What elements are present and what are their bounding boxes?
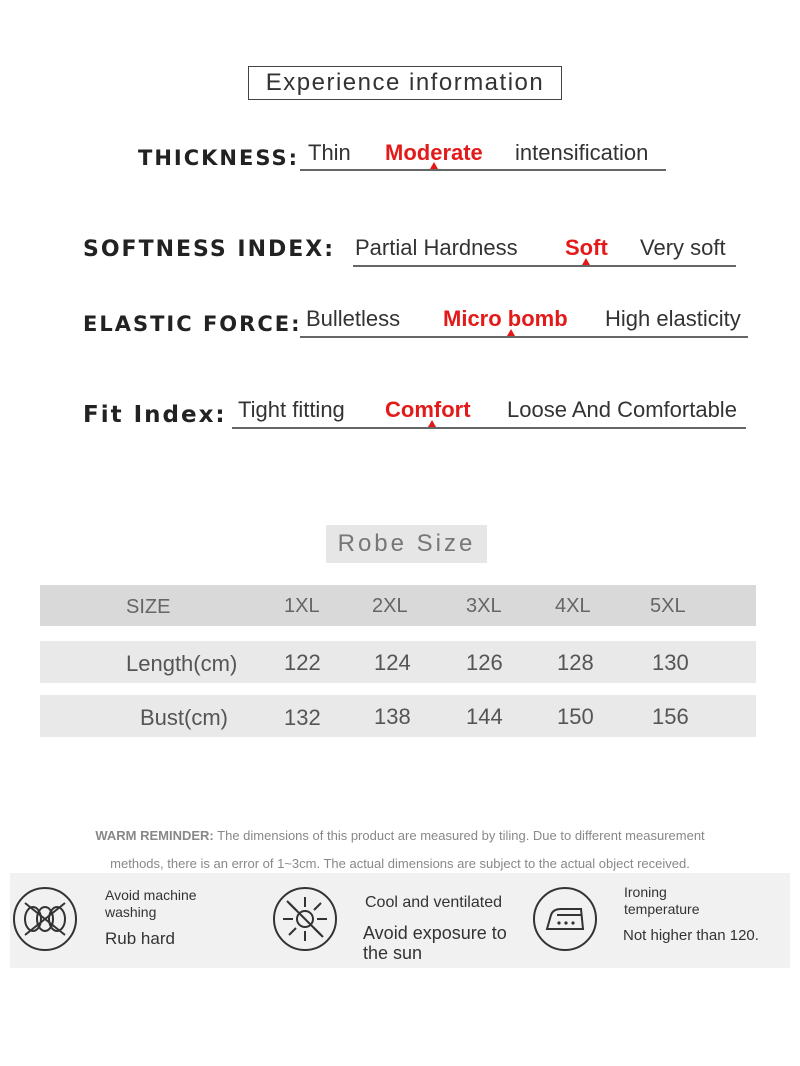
rating-label: ELASTIC FORCE: (83, 312, 302, 336)
rating-option-selected: Micro bomb (443, 306, 568, 331)
table-cell: 130 (652, 650, 689, 675)
table-cell: 156 (652, 704, 689, 729)
size-table-header (40, 585, 756, 626)
rating-option-low: Partial Hardness (355, 235, 518, 260)
sun-ventilation-icon (273, 887, 337, 951)
care-text: Cool and ventilated (365, 894, 502, 911)
warm-reminder-line-2: methods, there is an error of 1~3cm. The actual dimensions are subject to the actual object received. (110, 856, 690, 871)
header-cell: 3XL (466, 595, 502, 617)
row-label: Length(cm) (126, 651, 238, 676)
care-text: Ironing (624, 884, 667, 900)
rating-option-high: High elasticity (605, 306, 741, 331)
rating-option-selected: Moderate (385, 140, 483, 165)
header-cell: SIZE (126, 596, 171, 618)
rating-option-selected: Soft (565, 235, 608, 260)
table-row (40, 641, 756, 683)
rating-option-low: Thin (308, 140, 351, 165)
header-cell: 5XL (650, 595, 686, 617)
rating-marker-icon (582, 258, 590, 265)
warm-reminder-prefix: WARM REMINDER: (95, 828, 214, 843)
warm-reminder-text: The dimensions of this product are measured by tiling. Due to different measurement (213, 828, 705, 843)
care-text: Avoid machine (105, 887, 197, 903)
rating-scale-line (300, 336, 748, 338)
care-text: Avoid exposure to (363, 923, 507, 943)
care-text: temperature (624, 901, 700, 917)
table-cell: 132 (284, 705, 321, 730)
size-table-title: Robe Size (326, 525, 487, 563)
table-cell: 128 (557, 650, 594, 675)
care-text: Rub hard (105, 929, 175, 948)
care-instructions (10, 873, 790, 968)
rating-option-low: Tight fitting (238, 397, 345, 422)
care-text: Not higher than 120. (623, 927, 759, 944)
experience-title: Experience information (248, 66, 562, 100)
table-cell: 122 (284, 650, 321, 675)
table-cell: 150 (557, 704, 594, 729)
table-cell: 144 (466, 704, 503, 729)
header-cell: 2XL (372, 595, 408, 617)
ironing-icon (533, 887, 597, 951)
rating-marker-icon (428, 420, 436, 427)
warm-reminder-line-1 (0, 828, 800, 843)
table-row (40, 695, 756, 737)
rating-option-high: Loose And Comfortable (507, 397, 737, 422)
no-machine-wash-icon (13, 887, 77, 951)
rating-option-low: Bulletless (306, 306, 401, 331)
header-cell: 4XL (555, 595, 591, 617)
rating-label: THICKNESS: (138, 146, 300, 170)
care-text: washing (105, 904, 157, 920)
rating-option-selected: Comfort (385, 397, 471, 422)
rating-scale-line (353, 265, 736, 267)
header-cell: 1XL (284, 595, 320, 617)
table-cell: 138 (374, 704, 411, 729)
table-cell: 126 (466, 650, 503, 675)
rating-marker-icon (430, 162, 438, 169)
row-label: Bust(cm) (140, 705, 228, 730)
rating-option-high: intensification (515, 140, 649, 165)
rating-label: Fit Index: (83, 402, 227, 428)
rating-scale-line (232, 427, 746, 429)
rating-scale-line (300, 169, 666, 171)
care-text: the sun (363, 943, 423, 963)
table-cell: 124 (374, 650, 411, 675)
rating-option-high: Very soft (640, 235, 726, 260)
rating-label: SOFTNESS INDEX: (83, 237, 336, 262)
rating-marker-icon (507, 329, 515, 336)
